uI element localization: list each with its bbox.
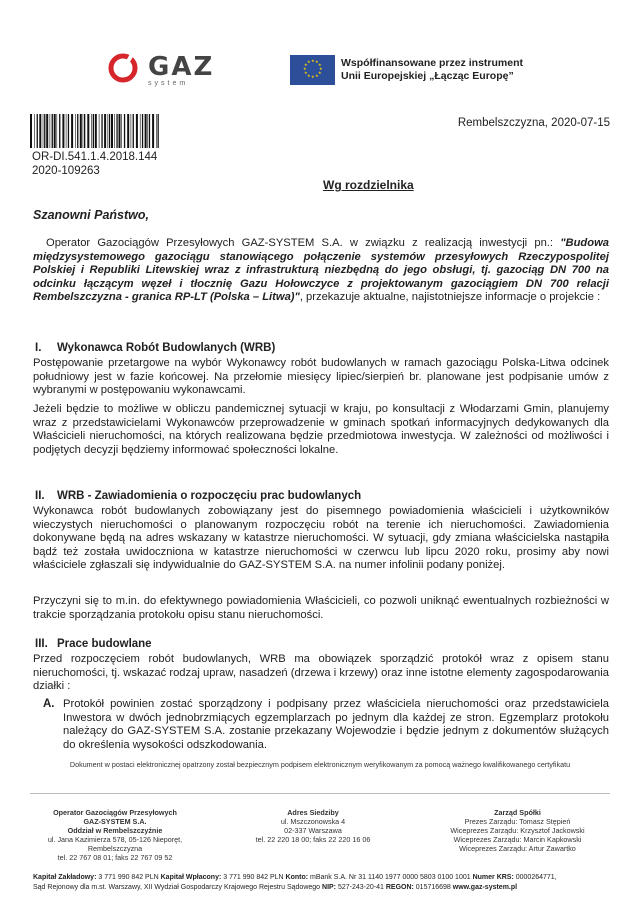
section-heading-2 xyxy=(35,490,361,502)
legal-key: NIP: xyxy=(322,884,337,891)
signature-note: Dokument w postaci elektronicznej opatrzony został bezpiecznym podpisem elektronicznym weryfikowanym za pomocą ważnego kwalifikowanego certyfikatu xyxy=(69,760,571,769)
svg-text:★: ★ xyxy=(318,70,322,75)
list-item-text: Protokół powinien zostać sporządzony i podpisany przez właściciela nieruchomości oraz przedstawiciela Inwestora w dwóch jednobrzmiących egzemplarzach po jednym dla każdej ze stron. Egzemplarz protokołu należący do GAZ-SYSTEM S.A. zostanie przekazany Wojewodzie i będzie jednym z dokumentów służących do określenia wysokości odszkodowania. xyxy=(63,698,609,751)
legal-line-2 xyxy=(33,883,613,893)
logo-subtitle: system xyxy=(148,80,189,87)
footer-line: Wiceprezes Zarządu: Artur Zawartko xyxy=(459,844,576,853)
document-no: 2020-109263 xyxy=(32,165,100,177)
website-link[interactable]: www.gaz-system.pl xyxy=(452,884,518,891)
gaz-system-logo-mark xyxy=(108,53,138,83)
footer-board xyxy=(425,808,610,853)
svg-text:★: ★ xyxy=(318,62,322,67)
legal-value: 3 771 990 842 PLN xyxy=(96,874,161,881)
section-title: Wykonawca Robót Budowlanych (WRB) xyxy=(57,342,276,354)
section-1-paragraph-2: Jeżeli będzie to możliwe w obliczu pandemicznej sytuacji w kraju, po konsultacji z Włodarzami Gmin, planujemy wraz z przedstawicielami Wykonawców przeprowadzenie w gminach spotkań informacyjnych dedykowanych dla Właścicieli nieruchomości, na których realizowana będzie przedmiotowa inwestycja. W zależności od możliwości i podjętych decyzji będziemy informować społeczności lokalne. xyxy=(33,403,609,456)
footer-line: Wiceprezes Zarządu: Krzysztof Jackowski xyxy=(450,826,585,835)
footer-line: Adres Siedziby xyxy=(287,808,339,817)
salutation: Szanowni Państwo, xyxy=(33,208,149,222)
footer-line: ul. Jana Kazimierza 578, 05-126 Nieporęt, xyxy=(47,835,183,844)
reference-no: OR-DI.541.1.4.2018.144 xyxy=(32,151,158,163)
svg-text:★: ★ xyxy=(315,59,319,64)
section-heading-1 xyxy=(35,342,275,354)
section-1-paragraph-1: Postępowanie przetargowe na wybór Wykonawcy robót budowlanych w ramach gazociągu Polska-Litwa odcinek południowy jest w fazie końcowej. Na przełomie miesięcy lipiec/sierpień br. planowane jest podpisanie umów z wybranymi w postępowaniu wykonawcami. xyxy=(33,357,609,397)
footer-line: Oddział w Rembelszczyźnie xyxy=(67,826,163,835)
eu-line-1: Współfinansowane przez instrument xyxy=(341,57,524,69)
svg-text:★: ★ xyxy=(307,59,311,64)
footer-line: tel. 22 767 08 01; faks 22 767 09 52 xyxy=(57,853,173,862)
legal-line-1 xyxy=(33,873,613,883)
footer-line: GAZ-SYSTEM S.A. xyxy=(83,817,147,826)
section-title: WRB - Zawiadomienia o rozpoczęciu prac budowlanych xyxy=(57,490,362,502)
svg-text:★: ★ xyxy=(303,66,307,71)
footer-legal-info xyxy=(33,873,613,893)
eu-line-2: Unii Europejskiej „Łącząc Europę” xyxy=(341,70,514,82)
intro-paragraph xyxy=(33,237,609,305)
svg-text:★: ★ xyxy=(311,74,315,79)
section-heading-3 xyxy=(35,638,152,650)
place-date: Rembelszczyzna, 2020-07-15 xyxy=(457,117,610,129)
svg-text:★: ★ xyxy=(304,70,308,75)
intro-lead: Operator Gazociągów Przesyłowych GAZ-SYSTEM S.A. w związku z realizacją inwestycji pn.: xyxy=(46,237,561,249)
legal-value: 015716698 xyxy=(413,884,453,891)
section-2-paragraph-2: Przyczyni się to m.in. do efektywnego powiadomienia Właścicieli, co pozwoli uniknąć ewentualnych rozbieżności w trakcie sporządzania protokołu opisu stanu nieruchomości. xyxy=(33,595,609,621)
reference-numbers xyxy=(32,150,157,178)
legal-key: REGON: xyxy=(385,884,414,891)
legal-key: Kapitał Zakładowy: xyxy=(33,874,97,881)
footer-line: tel. 22 220 18 00; faks 22 220 16 06 xyxy=(255,835,371,844)
footer-line: Operator Gazociągów Przesyłowych xyxy=(53,808,177,817)
barcode xyxy=(30,114,160,148)
legal-key: Kapitał Wpłacony: xyxy=(160,874,222,881)
section-number: II. xyxy=(35,490,45,502)
project-name: "Budowa międzysystemowego gazociągu stanowiącego połączenie systemów przesyłowych Rzeczypospolitej Polskiej i Republiki Litewskiej wraz z infrastrukturą niezbędną do jego obsługi, tj. gazociąg DN 700 na odcinku łączącym węzeł i tłocznię Gazu Hołowczyce z projektowanym gazociągiem DN 700 relacji Rembelszczyzna - granica RP-LT (Polska – Litwa)" xyxy=(33,237,609,304)
footer-branch xyxy=(30,808,200,862)
logo-text: GAZ xyxy=(148,52,215,82)
eu-funding-note xyxy=(341,57,523,83)
footer-line: Prezes Zarządu: Tomasz Stępień xyxy=(464,817,571,826)
legal-value: 3 771 990 842 PLN xyxy=(221,874,286,881)
section-number: I. xyxy=(35,342,42,354)
footer-line: Zarząd Spółki xyxy=(494,808,541,817)
legal-value: 527-243-20-41 xyxy=(336,884,386,891)
section-title: Prace budowlane xyxy=(57,638,152,650)
eu-flag-icon xyxy=(290,55,335,85)
intro-tail: , przekazuje aktualne, najistotniejsze informacje o projekcie : xyxy=(299,291,601,304)
section-2-paragraph-1: Wykonawca robót budowlanych zobowiązany jest do pisemnego powiadomienia właścicieli i użytkowników wieczystych nieruchomości o planowanym rozpoczęciu robót na terenie ich nieruchomości. Zawiadomienia dokonywane będą na adres wskazany w katastrze nieruchomości. W sytuacji, gdy zmiana właścicielska nastąpiła bądź też została uwidoczniona w katastrze nieruchomości w czerwcu lub lipcu 2020 roku, prosimy aby nowi właściciele zgłaszali się indywidualnie do GAZ-SYSTEM S.A. na numer infolinii podany poniżej. xyxy=(33,505,609,572)
svg-text:★: ★ xyxy=(319,66,323,71)
footer-line: Wiceprezes Zarządu: Marcin Kapkowski xyxy=(453,835,582,844)
legal-value: 0000264771, xyxy=(513,874,557,881)
svg-text:★: ★ xyxy=(315,73,319,78)
svg-text:★: ★ xyxy=(311,58,315,63)
legal-key: Konto: xyxy=(285,874,309,881)
footer-divider xyxy=(30,793,610,794)
section-number: III. xyxy=(35,638,48,650)
svg-text:★: ★ xyxy=(304,62,308,67)
section-3-paragraph-1: Przed rozpoczęciem robót budowlanych, WRB ma obowiązek sporządzić protokół wraz z opisem stanu nieruchomości, tj. wskazać rodzaj upraw, nasadzeń (drzewa i krzewy) oraz inne istotne elementy zagospodarowania działki : xyxy=(33,653,609,693)
footer-line: Rembelszczyzna xyxy=(87,844,143,853)
list-item-label: A. xyxy=(43,698,55,710)
footer-line: ul. Mszczonowska 4 xyxy=(280,817,346,826)
legal-value: Sąd Rejonowy dla m.st. Warszawy, XII Wydział Gospodarczy Krajowego Rejestru Sądowego xyxy=(33,884,323,891)
svg-text:★: ★ xyxy=(307,73,311,78)
footer-line: 02-337 Warszawa xyxy=(284,826,342,835)
legal-key: Numer KRS: xyxy=(472,874,514,881)
footer-headquarters xyxy=(228,808,398,844)
legal-value: mBank S.A. Nr 31 1140 1977 0000 5803 0100 1001 xyxy=(308,874,473,881)
distribution-list-label: Wg rozdzielnika xyxy=(323,178,414,192)
